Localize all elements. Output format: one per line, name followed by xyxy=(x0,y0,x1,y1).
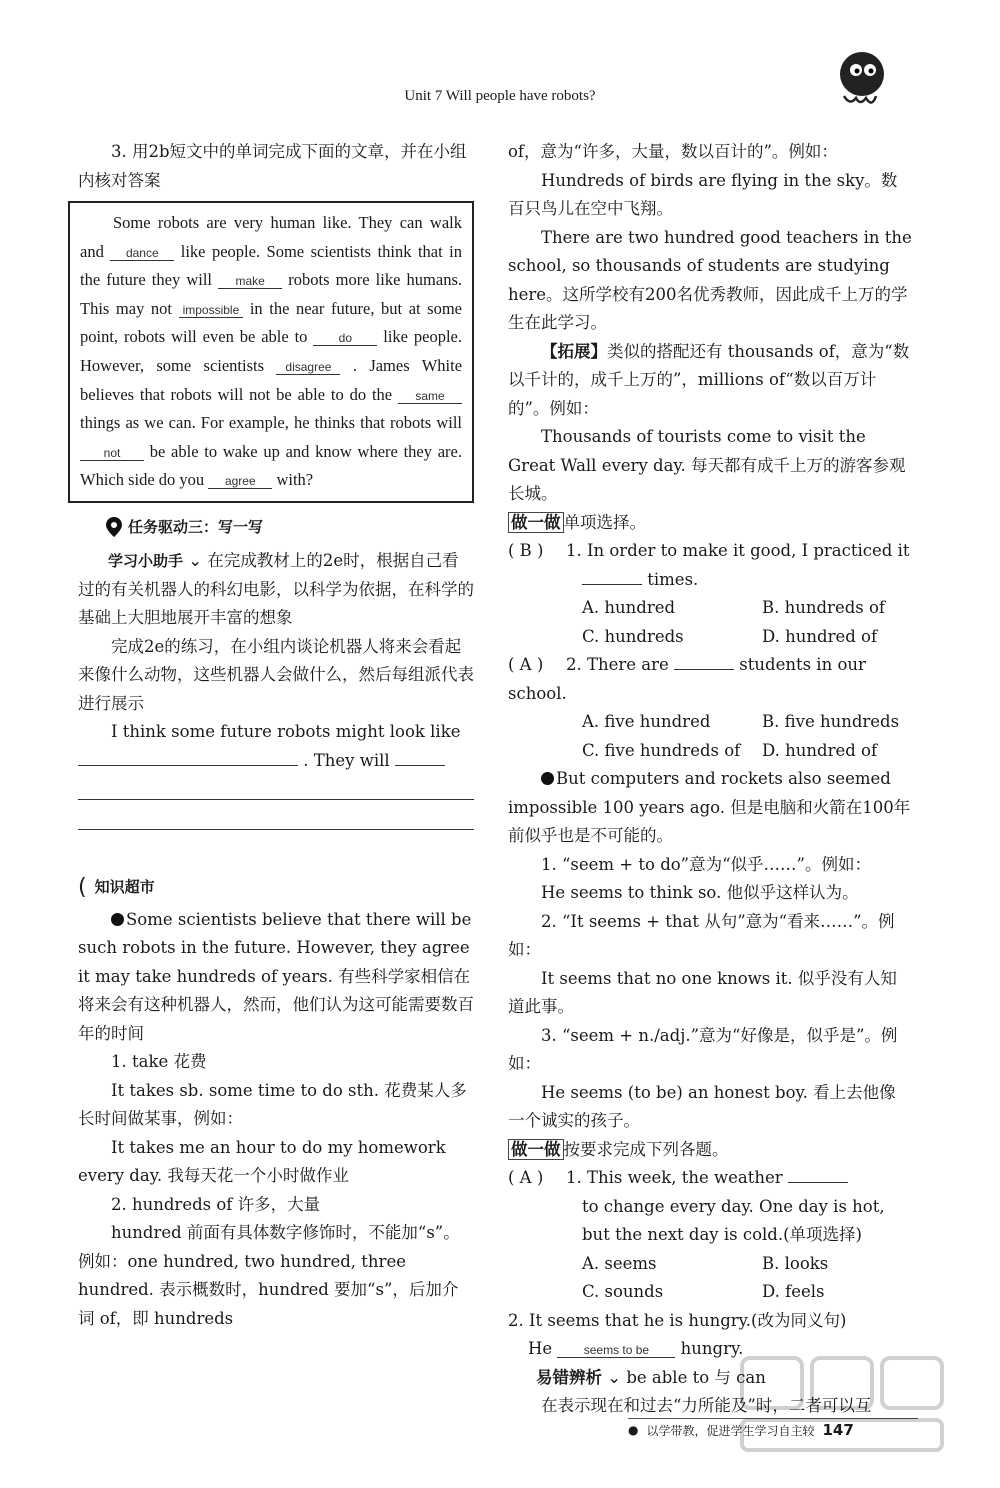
section-title: 知识超市 xyxy=(94,878,155,897)
extension-text: 类似的搭配还有 thousands of，意为“数以千计的，成千上万的”，millions of“数以百万计的”。例如： xyxy=(508,341,910,418)
answer-blank[interactable]: disagree xyxy=(276,360,340,375)
answer-blank[interactable]: same xyxy=(398,389,462,404)
example-sentence: He seems to think so. 他似乎这样认为。 xyxy=(541,883,859,902)
page-header: Unit 7 Will people have robots? xyxy=(404,88,596,104)
answer-blank[interactable]: do xyxy=(313,331,377,346)
option-d[interactable]: D. hundred of xyxy=(762,740,878,760)
example-sentence: He seems (to be) an honest boy. 看上去他像一个诚实的孩子。 xyxy=(508,1082,896,1130)
answer-blank[interactable]: impossible xyxy=(179,303,244,318)
question-blank[interactable] xyxy=(582,584,642,585)
passage-text: things as we can. For example, he thinks that robots will xyxy=(80,413,462,433)
question-3-options xyxy=(508,1250,912,1307)
prompt-text: I think some future robots might look like xyxy=(111,722,461,742)
knowledge-item: It takes me an hour to do my homework every day. 我每天花一个小时做作业 xyxy=(78,1137,446,1186)
helper-paragraph xyxy=(78,547,474,633)
watermark-logo xyxy=(732,1348,952,1458)
example-sentence: Hundreds of birds are flying in the sky。数百只鸟儿在空中飞翔。 xyxy=(508,170,898,218)
extension-tag: 【拓展】 xyxy=(541,341,607,361)
option-a[interactable]: A. five hundred xyxy=(582,712,711,731)
knowledge-item: It takes sb. some time to do sth. 花费某人多长时间做某事，例如： xyxy=(78,1080,467,1129)
option-c[interactable]: C. five hundreds of xyxy=(582,740,741,760)
right-column xyxy=(508,138,912,1421)
passage-text: . James White believes that robots will not be able to do the xyxy=(80,355,463,404)
option-b[interactable]: B. looks xyxy=(762,1253,829,1273)
answer-blank[interactable]: make xyxy=(218,274,282,289)
knowledge-text: Some scientists believe that there will be such robots in the future. However, they agree it may take hundreds of years. 有些科学家相信在将来会有这种机器人，然而，他们认为这可能需要数百年的时间 xyxy=(78,909,474,1043)
passage-text: like people. Some scientists think that in the future they will xyxy=(80,241,462,290)
passage-text: in the near future, but at some point, robots will even be able to xyxy=(80,298,463,347)
knowledge-item: 3. “seem + n./adj.”意为“好像是，似乎是”。例如： xyxy=(508,1025,898,1073)
passage-text: Some robots are very human like. They can walk and xyxy=(80,213,462,261)
passage-text: with? xyxy=(276,470,314,490)
question-1 xyxy=(508,537,912,566)
bullet-icon: ● xyxy=(628,1423,639,1437)
question-3 xyxy=(508,1164,912,1193)
passage-text: robots more like humans. This may not xyxy=(80,270,462,318)
extension-note xyxy=(508,338,912,424)
task-heading xyxy=(106,513,474,542)
answer-mark[interactable]: ( B ) xyxy=(508,541,544,560)
writing-prompt-line-2 xyxy=(78,747,474,776)
question-text: 2. There are xyxy=(566,655,669,674)
exercise-2-heading xyxy=(508,1136,912,1165)
left-column xyxy=(78,138,474,1333)
answer-mark[interactable]: ( A ) xyxy=(508,655,544,674)
example-sentence: There are two hundred good teachers in the school, so thousands of students are studying here。这所学校有200名优秀教师，因此成千上万的学生在此学习。 xyxy=(508,227,912,332)
answer-mark[interactable]: ( A ) xyxy=(508,1168,544,1187)
knowledge-item: hundred 前面有具体数字修饰时，不能加“s”。例如：one hundred, two hundred, three hundred. 表示概数时，hundred 要加“s”，后加介词 of，即 hundreds xyxy=(78,1223,460,1328)
knowledge-item: 2. “It seems + that 从句”意为“看来……”。例如： xyxy=(508,911,895,959)
option-b[interactable]: B. five hundreds xyxy=(762,712,900,731)
fill-in-passage-box xyxy=(68,201,474,503)
question-4: 2. It seems that he is hungry.(改为同义句) xyxy=(508,1310,847,1330)
knowledge-section-heading xyxy=(78,873,474,902)
answer-text: He xyxy=(528,1339,553,1358)
option-c[interactable]: C. sounds xyxy=(582,1282,664,1301)
exercise-1-heading xyxy=(508,509,912,538)
question-text: students in our school. xyxy=(508,655,866,703)
writing-lines[interactable] xyxy=(78,775,474,865)
question-blank[interactable] xyxy=(674,669,734,670)
knowledge-text: But computers and rockets also seemed impossible 100 years ago. 但是电脑和火箭在100年前似乎也是不可能的。 xyxy=(508,769,911,845)
instruction-2e: 完成2e的练习，在小组内谈论机器人将来会看起来像什么动物，这些机器人会做什么，然后每组派代表进行展示 xyxy=(78,636,474,713)
answer-blank[interactable]: agree xyxy=(208,474,272,489)
passage-text: be able to wake up and know where they are. Which side do you xyxy=(80,441,462,490)
helper-text: 在完成教材上的2e时，根据自己看过的有关机器人的科幻电影，以科学为依据，在科学的基础上大胆地展开丰富的想象 xyxy=(78,551,474,628)
question-text: 1. This week, the weather xyxy=(566,1168,783,1187)
example-sentence: It seems that no one knows it. 似乎没有人知道此事。 xyxy=(508,968,897,1016)
answer-blank[interactable]: seems to be xyxy=(557,1343,675,1358)
chevron-down-icon: ⌄ xyxy=(607,1367,622,1387)
exercise-tag: 做一做 xyxy=(508,1139,564,1160)
write-blank[interactable] xyxy=(395,765,445,766)
option-a[interactable]: A. hundred xyxy=(582,598,676,617)
question-text: times. xyxy=(647,569,699,589)
knowledge-item: 2. hundreds of 许多，大量 xyxy=(111,1194,321,1214)
knowledge-text: of，意为“许多，大量，数以百计的”。例如： xyxy=(508,142,838,161)
exercise-tag: 做一做 xyxy=(508,512,564,533)
prompt-text: . They will xyxy=(303,750,390,770)
knowledge-item: 1. “seem + to do”意为“似乎……”。例如： xyxy=(541,854,871,874)
question-text: 1. In order to make it good, I practiced it xyxy=(566,541,910,560)
bracket-icon: ( xyxy=(78,874,87,900)
exercise-title: 单项选择。 xyxy=(563,512,646,532)
option-c[interactable]: C. hundreds xyxy=(582,626,684,646)
page-number: 147 xyxy=(822,1421,854,1439)
error-explanation: 在表示现在和过去“力所能及”时，二者可以互 xyxy=(541,1396,872,1415)
option-a[interactable]: A. seems xyxy=(582,1253,657,1273)
question-3-cont: to change every day. One day is hot, but the next day is cold.(单项选择) xyxy=(582,1196,885,1244)
exercise-3-instruction: 3. 用2b短文中的单词完成下面的文章，并在小组内核对答案 xyxy=(78,142,467,190)
knowledge-point-2 xyxy=(508,765,912,851)
example-sentence: Thousands of tourists come to visit the Great Wall every day. 每天都有成千上万的游客参观长城。 xyxy=(508,427,906,503)
option-d[interactable]: D. feels xyxy=(762,1282,825,1301)
passage-text: like people. However, some scientists xyxy=(80,327,463,375)
task-title: 任务驱动三：写一写 xyxy=(128,517,264,536)
question-2 xyxy=(508,651,912,708)
error-text: be able to 与 can xyxy=(626,1367,766,1387)
write-blank[interactable] xyxy=(78,765,298,766)
question-2-options xyxy=(508,708,912,765)
question-1-options xyxy=(508,594,912,651)
question-1-line-2 xyxy=(508,566,912,595)
location-pin-icon xyxy=(106,517,122,537)
option-d[interactable]: D. hundred of xyxy=(762,626,878,646)
answer-text: hungry. xyxy=(680,1339,744,1358)
answer-blank[interactable]: dance xyxy=(110,246,174,261)
bullet-icon xyxy=(111,913,124,926)
chevron-down-icon: ⌄ xyxy=(188,551,203,571)
exercise-title: 按要求完成下列各题。 xyxy=(563,1139,729,1159)
answer-blank[interactable]: not xyxy=(80,446,144,461)
helper-label: 学习小助手 xyxy=(108,552,184,571)
knowledge-item: 1. take 花费 xyxy=(111,1052,207,1072)
bullet-icon xyxy=(541,772,554,785)
footer-slogan: 以学带教，促进学生学习自主较 xyxy=(646,1423,815,1438)
option-b[interactable]: B. hundreds of xyxy=(762,598,886,617)
question-blank[interactable] xyxy=(788,1182,848,1183)
error-tag: 易错辨析 xyxy=(536,1367,602,1387)
writing-prompt-line-1 xyxy=(78,718,474,747)
knowledge-point-1 xyxy=(78,906,474,1049)
